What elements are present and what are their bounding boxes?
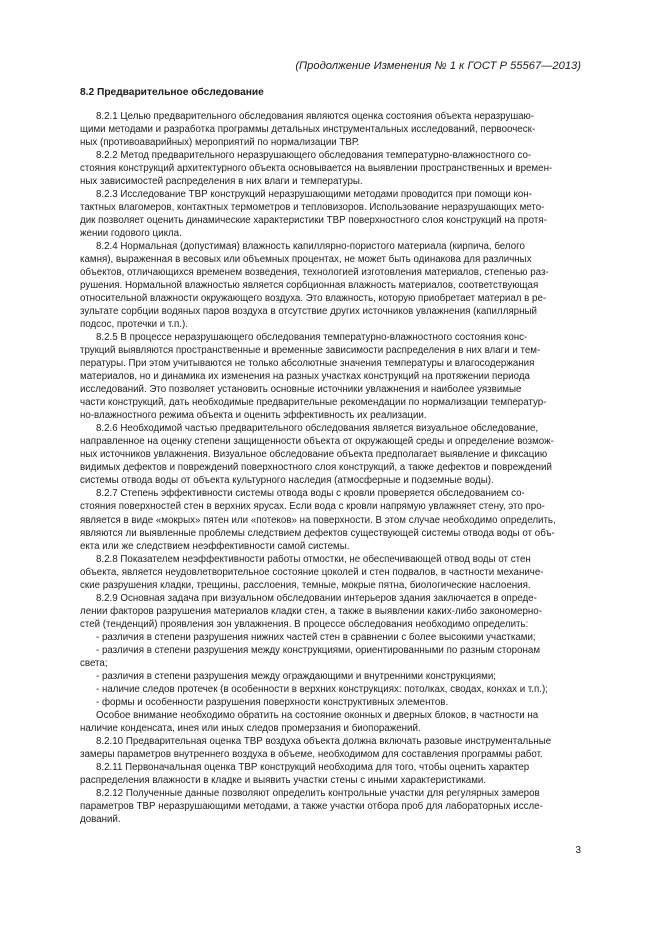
paragraph-8-2-12: 8.2.12 Полученные данные позволяют определить контрольные участки для регулярных замеров параметров ТВР неразрушающими методами, а также участки отбора проб для лабораторных иссле- дований. — [80, 787, 543, 825]
paragraph-8-2-7: 8.2.7 Степень эффективности системы отвода воды с кровли проверяется обследованием со- стояния поверхностей стен в верхних ярусах. Если вода с кровли напрямую увлажняет стену, это про- является в виде «мокрых» пятен или «потеков» на поверхности. В этом случае необходимо определить, являются ли выявленные проблемы следствием дефектов существующей системы отвода воды от объ- екта или же следствием неэффективности самой системы. — [80, 488, 556, 552]
paragraph-special-attention: Особое внимание необходимо обратить на состояние оконных и дверных блоков, в частности на наличие конденсата, инея или иных следов промерзания и биопоражений. — [80, 709, 539, 734]
paragraph-8-2-5: 8.2.5 В процессе неразрушающего обследования температурно-влажностного состояния конс- трукций выявляются пространственные и временные зависимости распределения в них влаги и тем- пературы. При этом учитываются не только абсолютные значения температуры и влагосодержания материалов, но и динамика их изменения на разных участках конструкций на протяжении периода исследований. Это позволяет установить основные источники увлажнения и наиболее уязвимые части конструкций, дать необходимые предварительные рекомендации по нормализации температур- но-влажностного режима объекта и оценить эффективность их реализации. — [80, 332, 547, 422]
document-body — [80, 86, 586, 826]
list-item: - различия в степени разрушения нижних частей стен в сравнении с более высокими участками; — [96, 631, 536, 643]
paragraph-8-2-11: 8.2.11 Первоначальная оценка ТВР конструкций необходима для того, чтобы оценить характер распределения влажности в кладке и выявить участки стены с иными характеристиками. — [80, 761, 530, 786]
list-item: - различия в степени разрушения между ограждающими и внутренними конструкциями; — [96, 670, 496, 682]
paragraph-8-2-8: 8.2.8 Показателем неэффективности работы отмостки, не обеспечивающей отвод воды от стен объекта, является неудовлетворительное состояние цоколей и стен подвалов, в частности механиче- ские разрушения кладки, трещины, расслоения, темные, мокрые пятна, биологические наслоения. — [80, 553, 544, 591]
list-item: - формы и особенности разрушения поверхности конструктивных элементов. — [96, 696, 449, 708]
section-title: 8.2 Предварительное обследование — [80, 87, 264, 98]
list-item: - наличие следов протечек (в особенности в верхних конструкциях: потолках, сводах, конхах и т.п.); — [96, 683, 548, 695]
page-number: 3 — [575, 845, 581, 856]
paragraph-8-2-4: 8.2.4 Нормальная (допустимая) влажность капиллярно-пористого материала (кирпича, белого камня), выраженная в весовых или объемных процентах, не может быть одинакова для различных объектов, отличающихся временем возведения, технологией изготовления материалов, степенью раз- рушения. Нормальной влажностью является сорбционная влажность материалов, соответствующая относительной влажности окружающего воздуха. Это влажность, которую приобретает материал в ре- зультате сорбции водяных паров воздуха в отсутствие других источников увлажнения (капиллярный подсос, протечки и т.п.). — [80, 241, 549, 331]
paragraph-8-2-1: 8.2.1 Целью предварительного обследования являются оценка состояния объекта неразрушаю- щими методами и разработка программы детальных инструментальных исследований, первооческ- ных (противоаварийных) мероприятий по нормализации ТВР. — [80, 111, 536, 149]
document-header: (Продолжение Изменения № 1 к ГОСТ Р 55567—2013) — [295, 60, 581, 72]
paragraph-8-2-3: 8.2.3 Исследование ТВР конструкций неразрушающими методами проводится при помощи кон- тактных влагомеров, контактных термометров и тепловизоров. Использование неразрушающих мето- дик позволяет оценить динамические характеристики ТВР поверхностного слоя конструкций на протя- жении годового цикла. — [80, 189, 547, 240]
list-item: - различия в степени разрушения между конструкциями, ориентированными по разным сторонам света; — [80, 644, 541, 669]
paragraph-8-2-2: 8.2.2 Метод предварительного неразрушающего обследования температурно-влажностного со- стояния конструкций архитектурного объекта основывается на выявлении пространственных и времен- ных зависимостей распределения в них влаги и температуры. — [80, 150, 553, 188]
paragraph-8-2-10: 8.2.10 Предварительная оценка ТВР воздуха объекта должна включать разовые инструментальные замеры параметров внутреннего воздуха в объеме, необходимом для составления программы работ. — [80, 735, 552, 760]
paragraph-8-2-9: 8.2.9 Основная задача при визуальном обследовании интерьеров здания заключается в опреде- лении факторов разрушения материалов кладки стен, а также в выявлении каких-либо закономерно- стей (тенденций) проявления зон увлажнения. В процессе обследования необходимо определить: — [80, 592, 542, 630]
paragraph-8-2-6: 8.2.6 Необходимой частью предварительного обследования является визуальное обследование, направленное на оценку степени защищенности объекта от окружающей среды и определение возмож- ных источников увлажнения. Визуальное обследование объекта предполагает выявление и фиксацию видимых дефектов и повреждений поверхностного слоя конструкций, а также дефектов и повреждений системы отвода воды от объекта культурного наследия (атмосферные и подземные воды). — [80, 423, 554, 487]
